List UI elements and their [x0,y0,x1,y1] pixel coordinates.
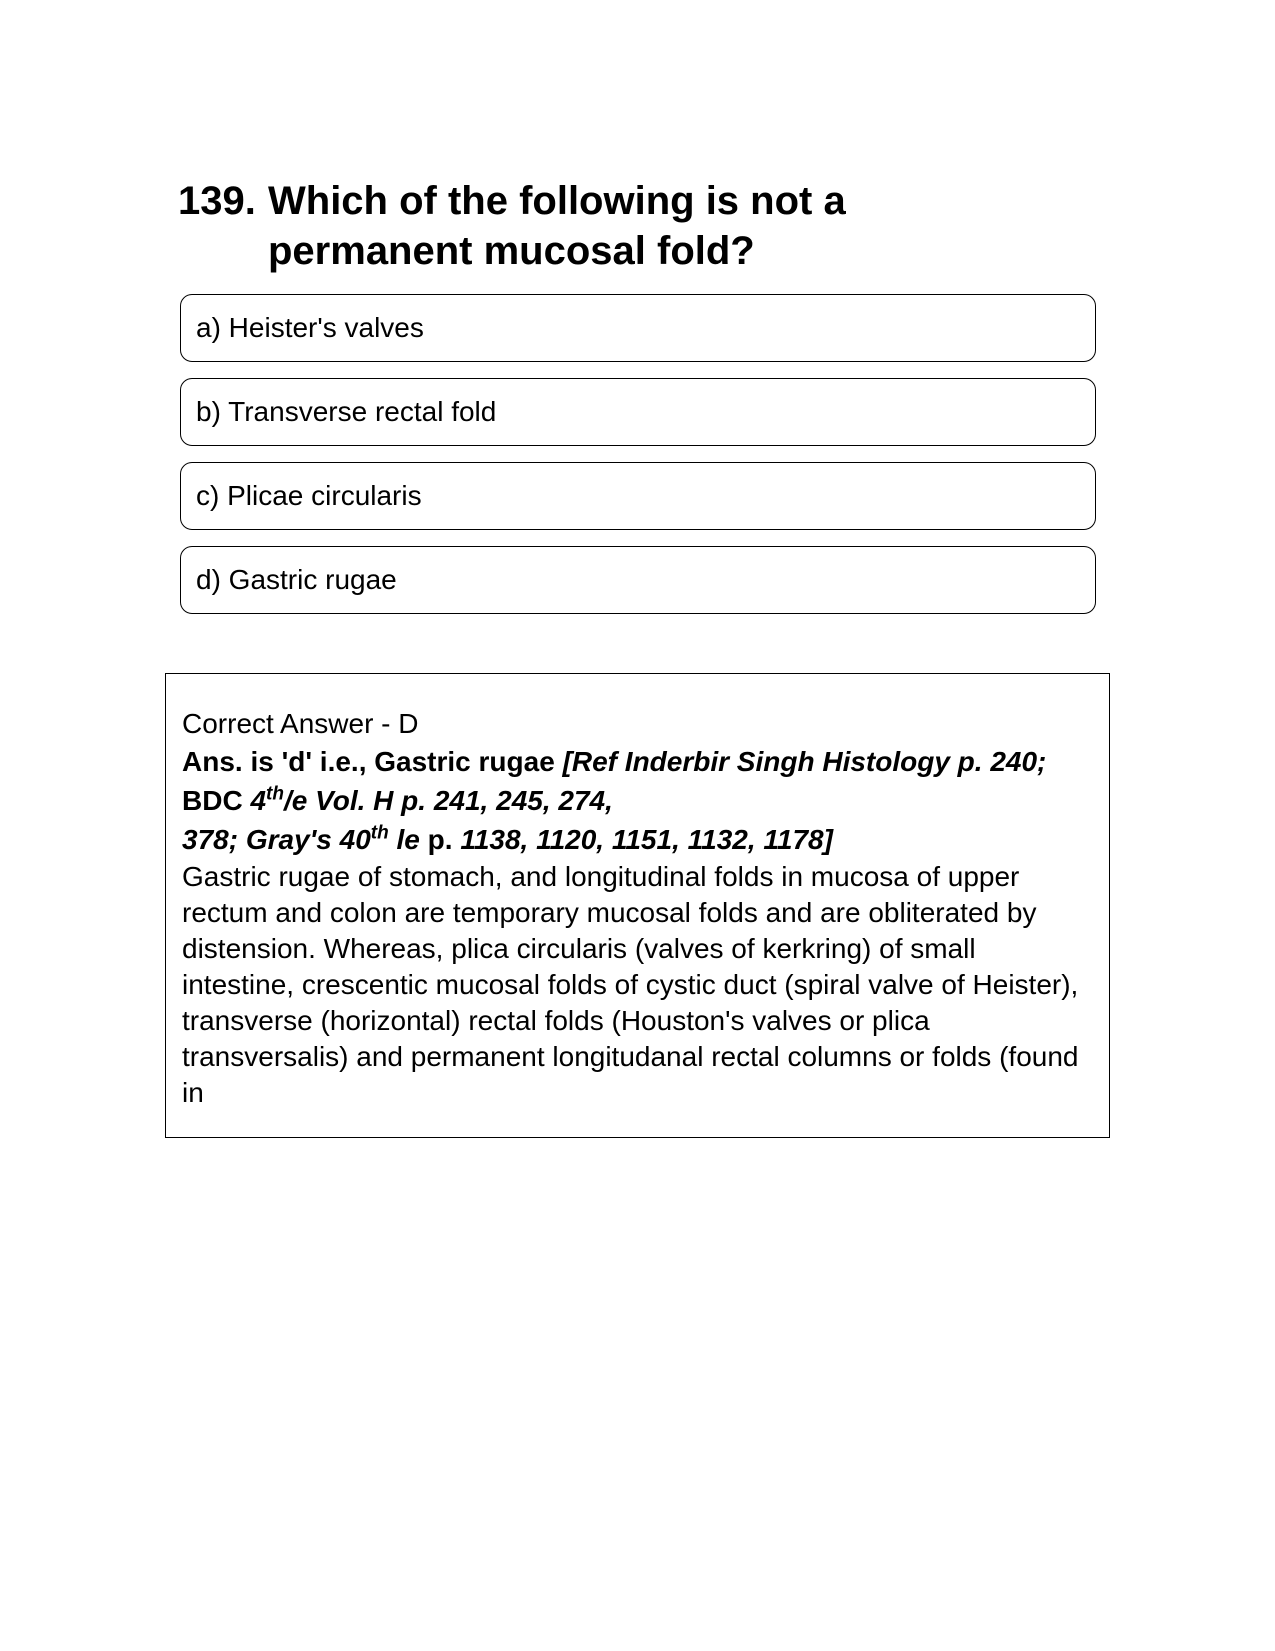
gray-edition: 378; Gray's 40 [182,824,371,855]
question-number: 139. [178,179,256,223]
gray-edition-suffix: th [370,822,389,844]
question [178,176,938,276]
ref-bdc-edition [250,785,612,816]
option-b[interactable]: b) Transverse rectal fold [180,378,1096,446]
option-a[interactable]: a) Heister's valves [180,294,1096,362]
correct-answer: Correct Answer - D [182,708,419,739]
bdc-edition-suffix: th [266,783,284,805]
bdc-edition-number: 4 [250,785,267,816]
ref-gray [182,824,428,855]
answer-lead: Ans. is 'd' i.e., Gastric rugae [182,746,563,777]
options-list [180,294,1096,630]
option-c[interactable]: c) Plicae circularis [180,462,1096,530]
gray-le: le [388,824,428,855]
ref-inderbir: [Ref Inderbir Singh Histology p. 240; [562,746,1047,777]
answer-box [165,673,1110,1138]
bdc-pages: /e Vol. H p. 241, 245, 274, [283,785,613,816]
ref-gray-pages: 1138, 1120, 1151, 1132, 1178] [460,824,833,855]
ref-bdc-label: BDC [182,785,251,816]
explanation-text: Gastric rugae of stomach, and longitudinal folds in mucosa of upper rectum and colon are temporary mucosal folds and are obliterated by distension. Whereas, plica circularis (valves of kerkring) of small intestine, crescentic mucosal folds of cystic duct (spiral valve of Heister), transverse (horizontal) rectal folds (Houston's valves or plica transversalis) and permanent longitudanal rectal columns or folds (found in [182,861,1079,1108]
answer-reference [182,742,1094,859]
option-d[interactable]: d) Gastric rugae [180,546,1096,614]
question-text: Which of the following is not a permanent mucosal fold? [268,179,846,273]
ref-page-label: p. [427,824,461,855]
